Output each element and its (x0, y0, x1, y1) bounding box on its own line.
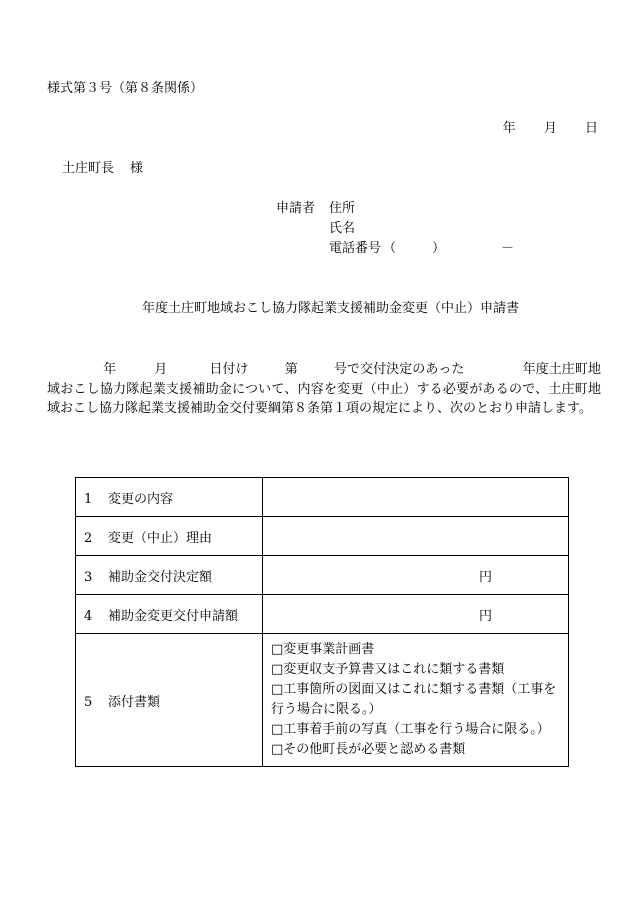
row-label-cell: 4 補助金変更交付申請額 (76, 595, 263, 634)
body-year: 年 (103, 362, 117, 377)
row-value-cell[interactable]: 円 (263, 556, 569, 595)
application-table (75, 477, 569, 767)
body-rest: 年度土庄町地域おこし協力隊起業支援補助金について、内容を変更（中止）する必要があるので、土庄町地域おこし協力隊起業支援補助金交付要綱第８条第１項の規定により、次のとおり申請します。 (47, 362, 601, 416)
date-line (479, 122, 598, 135)
body-month: 月 (154, 362, 168, 377)
applicant-phone (329, 242, 514, 255)
body-day-suffix: 日付け (209, 362, 249, 377)
addressee (62, 162, 143, 175)
row-value-cell[interactable] (263, 517, 569, 556)
addressee-name: 土庄町長 (62, 161, 115, 176)
attachment-item[interactable]: □工事着手前の写真（工事を行う場合に限る。） (271, 722, 550, 737)
body-paragraph (47, 360, 601, 419)
date-day: 日 (584, 121, 598, 136)
attachment-item[interactable]: □工事箇所の図面又はこれに類する書類（工事を行う場合に限る。） (271, 682, 557, 717)
attachment-item[interactable]: □その他町長が必要と認める書類 (271, 742, 466, 757)
addressee-honorific: 様 (130, 161, 144, 176)
phone-dash: － (501, 241, 515, 256)
applicant-label: 申請者 (276, 201, 316, 216)
row-label-cell: 5 添付書類 (76, 634, 263, 767)
attachments-cell (263, 634, 569, 767)
table-row (76, 517, 569, 556)
table-row (76, 634, 569, 767)
attachment-list (271, 634, 560, 766)
applicant-address-label: 住所 (329, 201, 356, 216)
document-title: 年度土庄町地域おこし協力隊起業支援補助金変更（中止）申請書 (142, 301, 520, 316)
body-dai: 第 (284, 362, 298, 377)
row-value-cell[interactable]: 円 (263, 595, 569, 634)
phone-close-paren: ） (432, 241, 446, 256)
row-label-cell: 2 変更（中止）理由 (76, 517, 263, 556)
form-number: 様式第３号（第８条関係） (47, 81, 204, 96)
applicant-name-label: 氏名 (329, 221, 356, 236)
row-value-cell[interactable] (263, 478, 569, 517)
attachment-item[interactable]: □変更事業計画書 (271, 642, 375, 657)
date-month: 月 (543, 121, 557, 136)
phone-label: 電話番号 (329, 241, 382, 256)
attachment-item[interactable]: □変更収支予算書又はこれに類する書類 (271, 662, 505, 677)
body-go-text: 号で交付決定のあった (333, 362, 465, 377)
row-label-cell: 1 変更の内容 (76, 478, 263, 517)
table-row (76, 478, 569, 517)
date-year: 年 (502, 121, 516, 136)
table-row (76, 556, 569, 595)
row-label-cell: 3 補助金交付決定額 (76, 556, 263, 595)
table-row (76, 595, 569, 634)
phone-open-paren: （ (383, 241, 397, 256)
